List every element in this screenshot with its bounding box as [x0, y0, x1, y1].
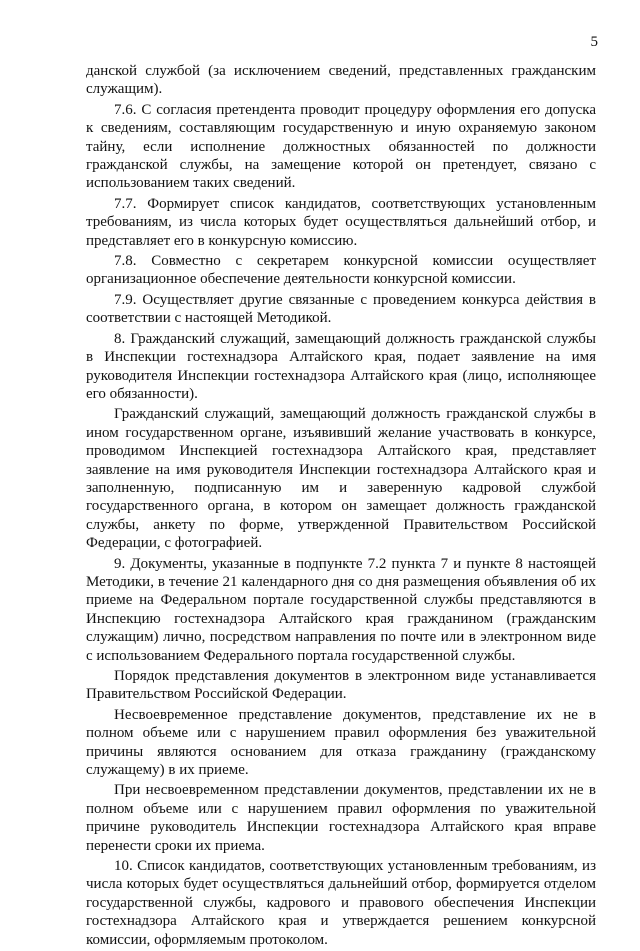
page-body — [86, 62, 596, 951]
paragraph-continuation: данской службой (за исключением сведений, представленных гражданским служащим). — [86, 63, 596, 98]
paragraph-7-9: 7.9. Осуществляет другие связанные с проведением конкурса действия в соответствии с настоящей Методикой. — [86, 291, 596, 327]
paragraph-9-valid-reason: При несвоевременном представлении документов, представлении их не в полном объеме или с нарушением правил оформления по уважительной причине руководитель Инспекции гостехнадзора Алтайского края вправе перенести сроки их приема. — [86, 782, 596, 854]
paragraph-9-untimely: Несвоевременное представление документов, представление их не в полном объеме или с нарушением правил оформления без уважительной причины являются основанием для отказа гражданину (гражданскому служащему) в их приеме. — [86, 706, 596, 779]
paragraph-10: 10. Список кандидатов, соответствующих установленным требованиям, из числа которых будет осуществляться дальнейший отбор, формируется отделом государственной службы, кадрового и правового обеспечения Инспекции гостехнадзора Алтайского края и утверждается решением конкурсной комиссии, оформляемым протоколом. — [86, 858, 596, 948]
paragraph-7-7: 7.7. Формирует список кандидатов, соответствующих установленным требованиям, из числа которых будет осуществляться дальнейший отбор, и представляет его в конкурсную комиссию. — [86, 195, 596, 249]
paragraph-7-6: 7.6. С согласия претендента проводит процедуру оформления его допуска к сведениям, составляющим государственную и иную охраняемую законом тайну, если исполнение должностных обязанностей по должности гражданской службы, на замещение которой он претендует, связано с использованием таких сведений. — [86, 101, 596, 192]
paragraph-8-other-agency: Гражданский служащий, замещающий должность гражданской службы в ином государственном органе, изъявивший желание участвовать в конкурсе, проводимом Инспекцией гостехнадзора Алтайского края, представляет заявление на имя руководителя Инспекции гостехнадзора Алтайского края и заполненную, подписанную им и заверенную кадровой службой государственного органа, в котором он замещает должность гражданской службы, анкету по форме, утвержденной Правительством Российской Федерации, с фотографией. — [86, 406, 596, 552]
paragraph-9-electronic: Порядок представления документов в электронном виде устанавливается Правительством Российской Федерации. — [86, 668, 596, 703]
paragraph-9: 9. Документы, указанные в подпункте 7.2 пункта 7 и пункте 8 настоящей Методики, в течение 21 календарного дня со дня размещения объявления об их приеме на Федеральном портале государственной службы представляются в Инспекцию гостехнадзора Алтайского края гражданином (гражданским служащим) лично, посредством направления по почте или в электронном виде с использованием Федерального портала государственной службы. — [86, 555, 596, 664]
page-number: 5 — [590, 34, 598, 50]
paragraph-7-8: 7.8. Совместно с секретарем конкурсной комиссии осуществляет организационное обеспечение деятельности конкурсной комиссии. — [86, 253, 596, 288]
paragraph-8: 8. Гражданский служащий, замещающий должность гражданской службы в Инспекции гостехнадзора Алтайского края, подает заявление на имя руководителя Инспекции гостехнадзора Алтайского края (лицо, исполняющее его обязанности). — [86, 330, 596, 402]
